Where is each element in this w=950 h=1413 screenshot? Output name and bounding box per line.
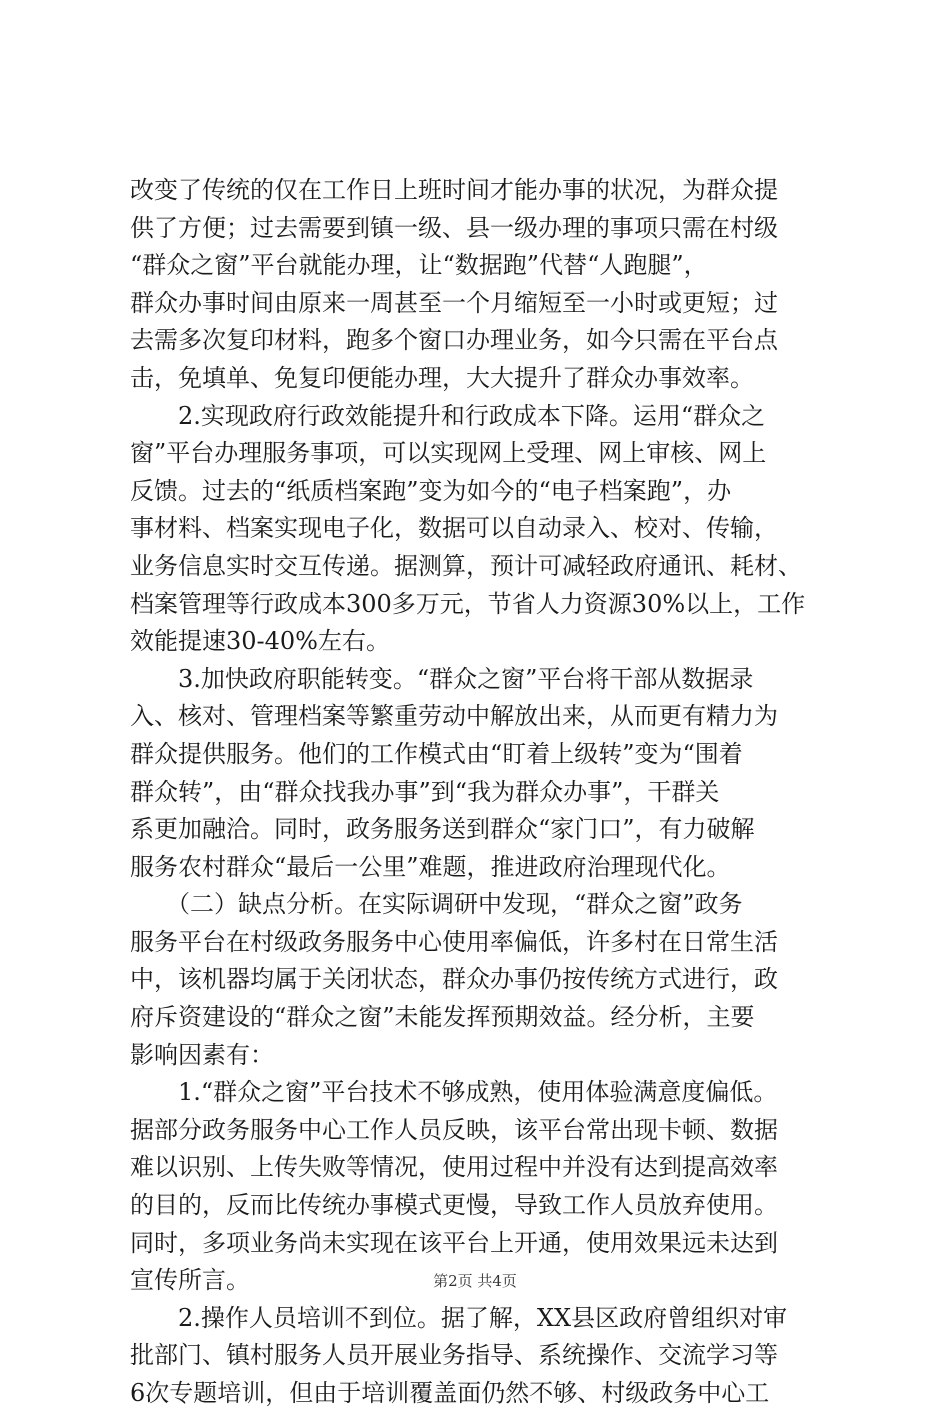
text-line: 1.“群众之窗”平台技术不够成熟，使用体验满意度偏低。 <box>130 1078 778 1107</box>
text-line: 的目的，反而比传统办事模式更慢，导致工作人员放弃使用。 <box>130 1191 778 1220</box>
text-line: 影响因素有： <box>130 1040 274 1069</box>
text-line: 改变了传统的仅在工作日上班时间才能办事的状况，为群众提 <box>130 176 778 204</box>
text-line: 事材料、档案实现电子化，数据可以自动录入、校对、传输， <box>130 514 778 543</box>
text-line: （二）缺点分析。在实际调研中发现，“群众之窗”政务 <box>130 890 743 919</box>
text-line: 档案管理等行政成本300多万元，节省人力资源30%以上，工作 <box>130 589 806 618</box>
text-line: 群众办事时间由原来一周甚至一个月缩短至一小时或更短；过 <box>130 288 778 317</box>
text-line: 府斥资建设的“群众之窗”未能发挥预期效益。经分析，主要 <box>130 1003 755 1032</box>
text-line: 群众提供服务。他们的工作模式由“盯着上级转”变为“围着 <box>130 739 743 768</box>
text-line: 去需多次复印材料，跑多个窗口办理业务，如今只需在平台点 <box>130 326 778 355</box>
text-line: “群众之窗”平台就能办理，让“数据跑”代替“人跑腿”， <box>130 251 708 280</box>
text-line: 2.实现政府行政效能提升和行政成本下降。运用“群众之 <box>130 401 766 430</box>
text-line: 2.操作人员培训不到位。据了解，XX县区政府曾组织对审 <box>130 1303 788 1332</box>
text-line: 同时，多项业务尚未实现在该平台上开通，使用效果远未达到 <box>130 1228 778 1257</box>
text-line: 效能提速30-40%左右。 <box>130 627 390 656</box>
document-body <box>130 172 830 1413</box>
text-line: 宣传所言。 <box>130 1266 250 1295</box>
text-line: 服务平台在村级政务服务中心使用率偏低，许多村在日常生活 <box>130 927 778 956</box>
page-footer: 第2页 共4页 <box>433 1272 517 1290</box>
text-line: 窗”平台办理服务事项，可以实现网上受理、网上审核、网上 <box>130 439 767 468</box>
text-line: 服务农村群众“最后一公里”难题，推进政府治理现代化。 <box>130 852 731 881</box>
text-line: 批部门、镇村服务人员开展业务指导、系统操作、交流学习等 <box>130 1341 778 1370</box>
text-line: 业务信息实时交互传递。据测算，预计可减轻政府通讯、耗材、 <box>130 551 802 580</box>
text-line: 系更加融洽。同时，政务服务送到群众“家门口”，有力破解 <box>130 815 755 844</box>
text-line: 中，该机器均属于关闭状态，群众办事仍按传统方式进行，政 <box>130 965 778 994</box>
text-line: 击，免填单、免复印便能办理，大大提升了群众办事效率。 <box>130 363 754 392</box>
text-line: 反馈。过去的“纸质档案跑”变为如今的“电子档案跑”，办 <box>130 476 732 505</box>
text-line: 入、核对、管理档案等繁重劳动中解放出来，从而更有精力为 <box>130 702 778 731</box>
text-line: 据部分政务服务中心工作人员反映，该平台常出现卡顿、数据 <box>130 1115 778 1144</box>
text-line: 3.加快政府职能转变。“群众之窗”平台将干部从数据录 <box>130 664 754 693</box>
text-line: 供了方便；过去需要到镇一级、县一级办理的事项只需在村级 <box>130 213 778 242</box>
text-line: 6次专题培训，但由于培训覆盖面仍然不够、村级政务中心工 <box>130 1379 770 1407</box>
text-line: 群众转”，由“群众找我办事”到“我为群众办事”，干群关 <box>130 777 720 806</box>
text-line: 难以识别、上传失败等情况，使用过程中并没有达到提高效率 <box>130 1153 778 1182</box>
